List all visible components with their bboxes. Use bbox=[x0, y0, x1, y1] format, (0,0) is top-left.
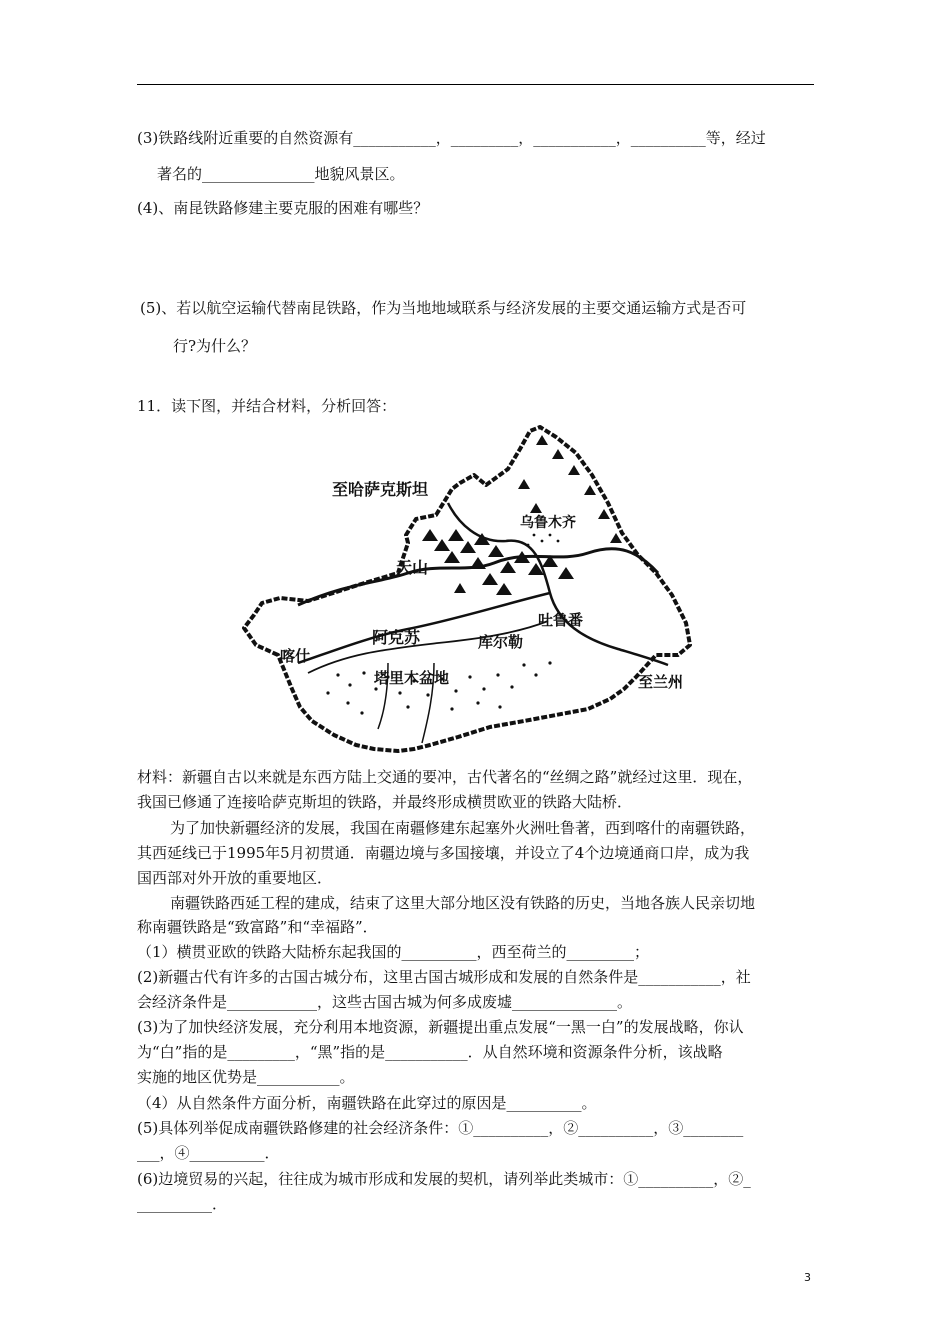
text-line-mat_5: 国西部对外开放的重要地区． bbox=[137, 869, 333, 887]
text-line-q11_5a: (5)具体列举促成南疆铁路修建的社会经济条件：①__________，②__________，③________ bbox=[137, 1119, 744, 1137]
label-turpan: 吐鲁番 bbox=[538, 611, 584, 629]
label-taklimakan: 塔里木盆地 bbox=[374, 669, 450, 687]
text-line-mat_2: 我国已修通了连接哈萨克斯坦的铁路，并最终形成横贯欧亚的铁路大陆桥． bbox=[137, 793, 633, 811]
text-line-mat_6: 南疆铁路西延工程的建成，结束了这里大部分地区没有铁路的历史，当地各族人民亲切地 bbox=[170, 894, 756, 912]
text-line-q11_3c: 实施的地区优势是___________。 bbox=[137, 1068, 355, 1086]
text-line-q11_3a: (3)为了加快经济发展，充分利用本地资源，新疆提出重点发展“一黑一白”的发展战略，你认 bbox=[137, 1018, 744, 1036]
text-line-q10_5b: 行?为什么？ bbox=[173, 337, 257, 355]
map-border bbox=[244, 427, 690, 751]
text-line-q11_6b: __________． bbox=[137, 1195, 228, 1213]
header-rule bbox=[137, 84, 814, 85]
text-line-q11_head: 11．读下图，并结合材料，分析回答： bbox=[137, 397, 397, 415]
text-line-q10_4: (4)、南昆铁路修建主要克服的困难有哪些？ bbox=[137, 199, 429, 217]
text-line-q11_5b: ___，④__________． bbox=[137, 1144, 280, 1162]
label-urumqi: 乌鲁木齐 bbox=[520, 515, 576, 531]
label-aksu: 阿克苏 bbox=[372, 628, 421, 647]
xinjiang-map bbox=[238, 423, 716, 760]
text-line-mat_7: 称南疆铁路是“致富路”和“幸福路”． bbox=[137, 918, 378, 936]
text-line-q11_2a: (2)新疆古代有许多的古国古城分布，这里古国古城形成和发展的自然条件是___________，社 bbox=[137, 968, 751, 986]
text-line-q10_3a: (3)铁路线附近重要的自然资源有___________，_________，___________，__________等，经过 bbox=[137, 129, 766, 147]
text-line-q11_3b: 为“白”指的是_________，“黑”指的是___________．从自然环境和资源条件分析，该战略 bbox=[137, 1043, 723, 1061]
text-line-q11_2b: 会经济条件是____________，这些古国古城为何多成废墟______________。 bbox=[137, 993, 633, 1011]
text-line-q11_1: （1）横贯亚欧的铁路大陆桥东起我国的__________，西至荷兰的_________； bbox=[137, 943, 650, 961]
label-lanzhou: 至兰州 bbox=[638, 673, 684, 691]
label-kazakhstan: 至哈萨克斯坦 bbox=[332, 480, 429, 499]
text-line-mat_3: 为了加快新疆经济的发展，我国在南疆修建东起塞外火洲吐鲁著，西到喀什的南疆铁路， bbox=[170, 819, 756, 837]
text-line-mat_1: 材料：新疆自古以来就是东西方陆上交通的要冲，古代著名的“丝绸之路”就经过这里．现在， bbox=[137, 768, 753, 786]
label-korla: 库尔勒 bbox=[478, 633, 524, 651]
text-line-q11_6a: (6)边境贸易的兴起，往往成为城市形成和发展的契机，请列举此类城市：①__________，②_ bbox=[137, 1170, 751, 1188]
text-line-q10_3b: 著名的_______________地貌风景区。 bbox=[157, 165, 405, 183]
page-number: 3 bbox=[804, 1271, 811, 1284]
text-line-q10_5a: (5)、若以航空运输代替南昆铁路，作为当地地域联系与经济发展的主要交通运输方式是否可 bbox=[140, 299, 747, 317]
text-line-q11_4: （4）从自然条件方面分析，南疆铁路在此穿过的原因是__________。 bbox=[137, 1094, 597, 1112]
label-kashgar: 喀什 bbox=[280, 647, 311, 665]
label-tianshan: 天山 bbox=[396, 558, 429, 577]
south-xinjiang-railway bbox=[298, 593, 550, 663]
text-line-mat_4: 其西延线已于1995年5月初贯通．南疆边境与多国接壤，并设立了4个边境通商口岸，成为我 bbox=[137, 844, 750, 862]
